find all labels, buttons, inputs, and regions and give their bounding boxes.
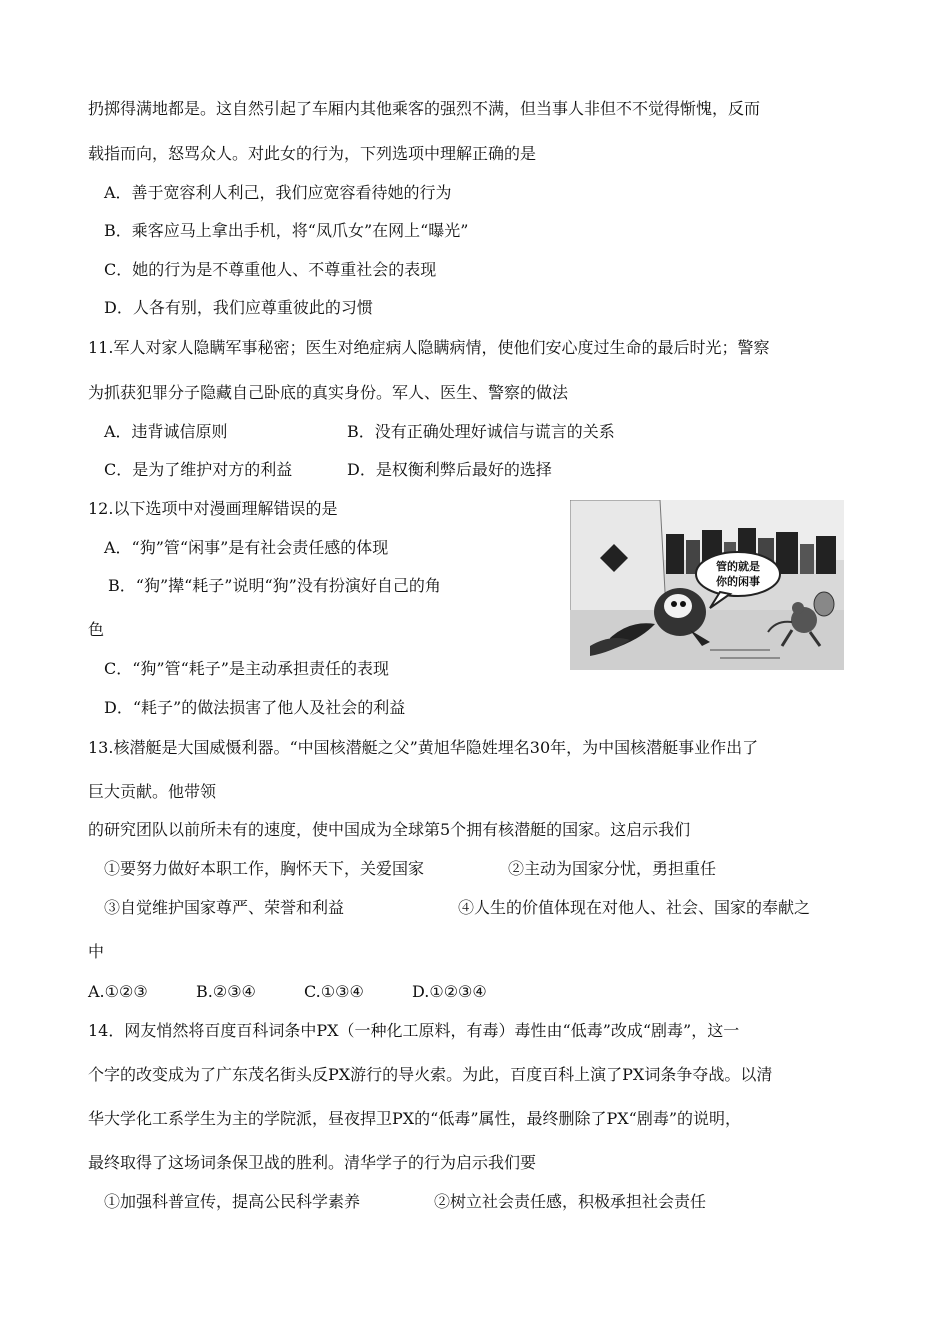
q11-option-c: C．是为了维护对方的利益 [104, 460, 293, 479]
q11-stem-line-2: 为抓获犯罪分子隐藏自己卧底的真实身份。军人、医生、警察的做法 [88, 383, 569, 402]
q13-item-3: ③自觉维护国家尊严、荣誉和利益 [104, 898, 345, 917]
q11-stem-line-1: 11.军人对家人隐瞒军事秘密；医生对绝症病人隐瞒病情，使他们安心度过生命的最后时光；警察 [88, 338, 770, 357]
comic-dog-and-mouse-image [570, 500, 844, 670]
q12-option-b: B．“狗”撵“耗子”说明“狗”没有扮演好自己的角 [108, 576, 441, 595]
q13-item-4: ④人生的价值体现在对他人、社会、国家的奉献之 [458, 898, 811, 917]
q12-option-d: D．“耗子”的做法损害了他人及社会的利益 [104, 698, 406, 717]
q13-item-4-cont: 中 [88, 942, 105, 961]
q10-option-c: C．她的行为是不尊重他人、不尊重社会的表现 [104, 260, 437, 279]
comic-bubble-text-1: 管的就是 [716, 560, 760, 573]
q10-text-line-1: 扔掷得满地都是。这自然引起了车厢内其他乘客的强烈不满，但当事人非但不不觉得惭愧，反而 [88, 99, 761, 118]
q11-option-d: D．是权衡利弊后最好的选择 [347, 460, 552, 479]
q14-stem-line-4: 最终取得了这场词条保卫战的胜利。清华学子的行为启示我们要 [88, 1153, 537, 1172]
q14-stem-line-1: 14．网友悄然将百度百科词条中PX（一种化工原料，有毒）毒性由“低毒”改成“剧毒”，这一 [88, 1021, 740, 1040]
q14-stem-line-3: 华大学化工系学生为主的学院派，昼夜捍卫PX的“低毒”属性，最终删除了PX“剧毒”的说明， [88, 1109, 742, 1128]
q13-choice-b: B.②③④ [196, 982, 256, 1001]
q10-text-line-2: 载指而向，怒骂众人。对此女的行为，下列选项中理解正确的是 [88, 144, 537, 163]
q10-option-d: D．人各有别，我们应尊重彼此的习惯 [104, 298, 373, 317]
q13-stem-line-2: 巨大贡献。他带领 [88, 782, 217, 801]
q13-stem-line-3: 的研究团队以前所未有的速度，使中国成为全球第5个拥有核潜艇的国家。这启示我们 [88, 820, 691, 839]
q12-option-c: C．“狗”管“耗子”是主动承担责任的表现 [104, 659, 389, 678]
q12-option-a: A．“狗”管“闲事”是有社会责任感的体现 [104, 538, 389, 557]
q13-stem-line-1: 13.核潜艇是大国威慑利器。“中国核潜艇之父”黄旭华隐姓埋名30年，为中国核潜艇事业作出了 [88, 738, 759, 757]
q10-option-b: B．乘客应马上拿出手机，将“凤爪女”在网上“曝光” [104, 221, 469, 240]
q14-item-1: ①加强科普宣传，提高公民科学素养 [104, 1192, 361, 1211]
q13-choice-a: A.①②③ [88, 982, 148, 1001]
q10-option-a: A．善于宽容利人利己，我们应宽容看待她的行为 [104, 183, 452, 202]
q14-item-2: ②树立社会责任感，积极承担社会责任 [434, 1192, 707, 1211]
q13-choice-c: C.①③④ [304, 982, 364, 1001]
q11-option-b: B．没有正确处理好诚信与谎言的关系 [347, 422, 615, 441]
q13-item-2: ②主动为国家分忧，勇担重任 [508, 859, 717, 878]
q14-stem-line-2: 个字的改变成为了广东茂名街头反PX游行的导火索。为此，百度百科上演了PX词条争夺战。以清 [88, 1065, 773, 1084]
q13-item-1: ①要努力做好本职工作，胸怀天下，关爱国家 [104, 859, 425, 878]
q13-choice-d: D.①②③④ [412, 982, 487, 1001]
q11-option-a: A．违背诚信原则 [104, 422, 228, 441]
q12-option-b-cont: 色 [88, 620, 105, 639]
comic-bubble-text-2: 你的闲事 [716, 575, 760, 588]
q12-stem: 12.以下选项中对漫画理解错误的是 [88, 499, 338, 518]
